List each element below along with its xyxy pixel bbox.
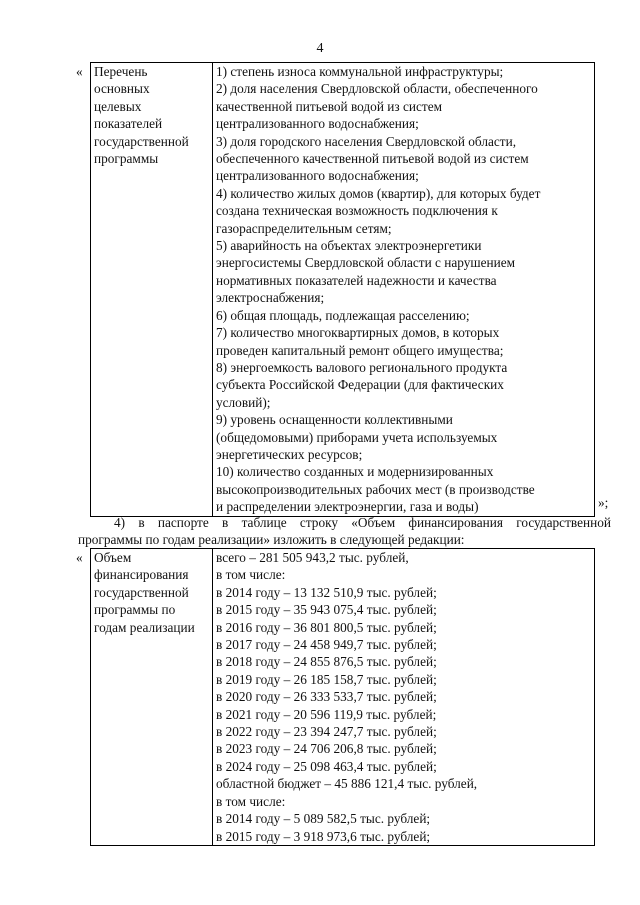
list-item: условий); — [216, 394, 271, 410]
list-item: 10) количество созданных и модернизированных — [216, 464, 494, 480]
closing-quote: »; — [598, 495, 609, 510]
label-line: государственной — [94, 133, 189, 149]
list-item: в 2017 году – 24 458 949,7 тыс. рублей; — [216, 637, 437, 653]
list-item: создана техническая возможность подключения к — [216, 203, 498, 219]
list-item: 2) доля населения Свердловской области, обеспеченного — [216, 81, 538, 97]
label-line: программы — [94, 151, 159, 167]
paragraph-line-2: программы по годам реализации» изложить в следующей редакции: — [78, 532, 465, 548]
list-item: 5) аварийность на объектах электроэнергетики — [216, 238, 482, 254]
targets-table — [90, 62, 595, 517]
list-item: всего – 281 505 943,2 тыс. рублей, — [216, 550, 409, 565]
list-item: 7) количество многоквартирных домов, в которых — [216, 325, 500, 341]
list-item: централизованного водоснабжения; — [216, 168, 419, 184]
targets-label-cell — [91, 63, 213, 517]
list-item: электроснабжения; — [216, 290, 325, 306]
list-item: в том числе: — [216, 567, 286, 583]
list-item: в 2022 году – 23 394 247,7 тыс. рублей; — [216, 724, 437, 740]
list-item: в 2016 году – 36 801 800,5 тыс. рублей; — [216, 619, 437, 635]
list-item: централизованного водоснабжения; — [216, 116, 419, 132]
list-item: областной бюджет – 45 886 121,4 тыс. рублей, — [216, 776, 478, 792]
list-item: качественной питьевой водой из систем — [216, 98, 443, 114]
list-item: обеспеченного качественной питьевой водой из систем — [216, 151, 529, 167]
list-item: 8) энергоемкость валового регионального продукта — [216, 359, 508, 375]
targets-label — [94, 63, 210, 167]
table-row — [91, 549, 595, 846]
label-line: основных — [94, 81, 150, 97]
list-item: энергосистемы Свердловской области с нарушением — [216, 255, 516, 271]
list-item: в 2021 году – 20 596 119,9 тыс. рублей; — [216, 706, 437, 722]
list-item: 6) общая площадь, подлежащая расселению; — [216, 307, 470, 323]
opening-quote: « — [76, 64, 83, 79]
label-line: государственной — [94, 584, 189, 600]
label-line: Объем — [94, 550, 132, 565]
list-item: 4) количество жилых домов (квартир), для которых будет — [216, 185, 541, 201]
list-item: энергетических ресурсов; — [216, 446, 363, 462]
list-item: 3) доля городского населения Свердловской области, — [216, 133, 517, 149]
list-item: в 2024 году – 25 098 463,4 тыс. рублей; — [216, 758, 437, 774]
paragraph-line-1: 4) в паспорте в таблице строку «Объем финансирования государственной — [114, 515, 611, 530]
list-item: газораспределительным сетям; — [216, 220, 392, 236]
list-item: в 2020 году – 26 333 533,7 тыс. рублей; — [216, 689, 437, 705]
list-item: в 2023 году – 24 706 206,8 тыс. рублей; — [216, 741, 437, 757]
financing-label — [94, 549, 210, 636]
label-line: программы по — [94, 602, 176, 618]
list-item: в 2015 году – 3 918 973,6 тыс. рублей; — [216, 828, 431, 844]
list-item: нормативных показателей надежности и качества — [216, 272, 497, 288]
list-item: 1) степень износа коммунальной инфраструктуры; — [216, 64, 504, 79]
list-item: в том числе: — [216, 793, 286, 809]
list-item: проведен капитальный ремонт общего имущества; — [216, 342, 504, 358]
financing-table — [90, 548, 595, 846]
list-item: и распределении электроэнергии, газа и воды) — [216, 499, 479, 515]
label-line: Перечень — [94, 64, 148, 79]
list-item: 9) уровень оснащенности коллективными — [216, 412, 453, 428]
opening-quote-2: « — [76, 550, 83, 565]
list-item: в 2018 году – 24 855 876,5 тыс. рублей; — [216, 654, 437, 670]
financing-label-cell — [91, 549, 213, 846]
table-row — [91, 63, 595, 517]
financing-content-cell — [213, 549, 595, 846]
label-line: показателей — [94, 116, 163, 132]
label-line: финансирования — [94, 567, 189, 583]
targets-list — [216, 63, 592, 516]
financing-list — [216, 549, 592, 845]
label-line: годам реализации — [94, 619, 195, 635]
amendment-paragraph — [78, 514, 611, 549]
list-item: в 2014 году – 13 132 510,9 тыс. рублей; — [216, 584, 437, 600]
list-item: в 2014 году – 5 089 582,5 тыс. рублей; — [216, 811, 431, 827]
list-item: высокопроизводительных рабочих мест (в производстве — [216, 481, 535, 497]
list-item: субъекта Российской Федерации (для фактических — [216, 377, 504, 393]
list-item: в 2019 году – 26 185 158,7 тыс. рублей; — [216, 671, 437, 687]
label-line: целевых — [94, 98, 142, 114]
page-number: 4 — [316, 41, 324, 56]
targets-content-cell — [213, 63, 595, 517]
list-item: в 2015 году – 35 943 075,4 тыс. рублей; — [216, 602, 437, 618]
list-item: (общедомовыми) приборами учета используемых — [216, 429, 498, 445]
